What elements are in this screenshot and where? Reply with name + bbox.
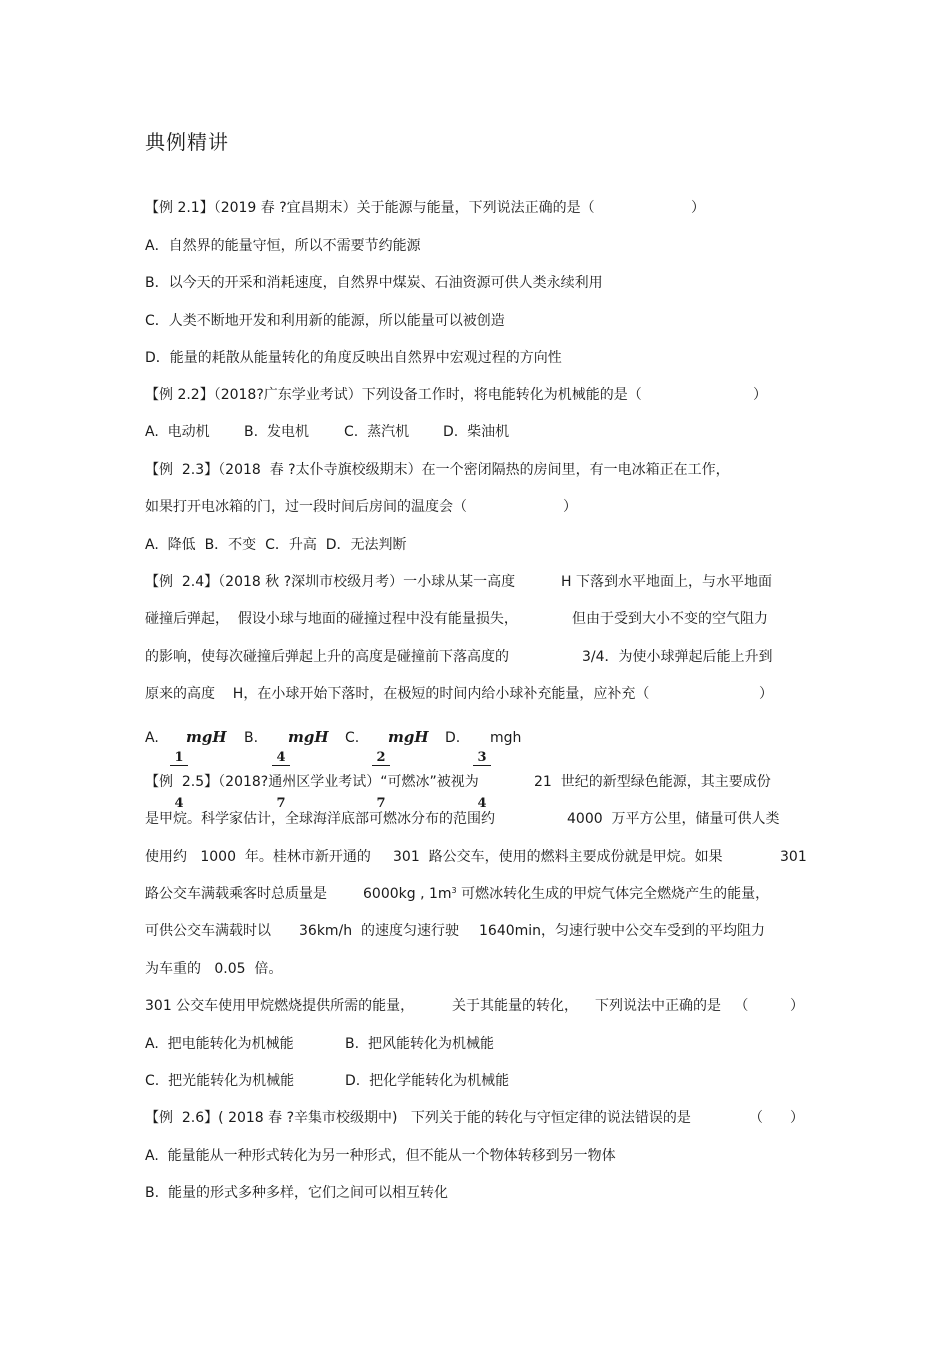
fraction-b: $\frac{4}{7}$: [272, 720, 290, 841]
question-2-5-line1: 【例 2.5】（2018?通州区学业考试）“可燃冰”被视为 21 世纪的新型绿色能源，其主要成份: [145, 774, 771, 790]
question-2-6-stem: 【例 2.6】( 2018 春 ?辛集市校级期中) 下列关于能的转化与守恒定律的说法错误的是 （ ）: [145, 1110, 804, 1126]
option-b-label: B.: [244, 730, 259, 746]
question-2-5-line3: 使用约 1000 年。桂林市新开通的 301 路公交车，使用的燃料主要成份就是甲烷。如果 301: [145, 849, 807, 865]
question-2-1-stem: 【例 2.1】（2019 春 ?宜昌期末）关于能源与能量，下列说法正确的是（ ）: [145, 200, 705, 216]
question-2-3-stem-line1: 【例 2.3】（2018 春 ?太仆寺旗校级期末）在一个密闭隔热的房间里，有一电冰箱正在工作，: [145, 462, 730, 478]
question-2-1-option-d: D．能量的耗散从能量转化的角度反映出自然界中宏观过程的方向性: [145, 350, 562, 366]
question-2-4-line1: 【例 2.4】（2018 秋 ?深圳市校级月考）一小球从某一高度 H 下落到水平地面上，与水平地面: [145, 574, 772, 590]
question-2-5-line5: 可供公交车满载时以 36km/h 的速度匀速行驶 1640min，匀速行驶中公交车受到的平均阻力: [145, 923, 766, 939]
expression-d: mgh: [490, 730, 522, 746]
question-2-5-line4: 路公交车满载乘客时总质量是 6000kg , $1m^3$ 可燃冰转化生成的甲烷气体完全燃烧产生的能量，: [145, 886, 770, 902]
question-2-3-stem-line2: 如果打开电冰箱的门，过一段时间后房间的温度会（ ）: [145, 499, 577, 515]
question-2-1-option-c: C．人类不断地开发和利用新的能源，所以能量可以被创造: [145, 313, 505, 329]
question-2-1-option-a: A．自然界的能量守恒，所以不需要节约能源: [145, 238, 421, 254]
question-2-1-option-b: B．以今天的开采和消耗速度，自然界中煤炭、石油资源可供人类永续利用: [145, 275, 603, 291]
question-2-5-line2: 是甲烷。科学家估计，全球海洋底部可燃冰分布的范围约 4000 万平方公里，储量可供人类: [145, 811, 780, 827]
fraction-a: $\frac{1}{4}$: [170, 720, 188, 841]
question-2-5-line7: 301 公交车使用甲烷燃烧提供所需的能量， 关于其能量的转化， 下列说法中正确的是 （ ）: [145, 998, 804, 1014]
question-2-2-stem: 【例 2.2】（2018?广东学业考试）下列设备工作时，将电能转化为机械能的是（ ）: [145, 387, 767, 403]
question-2-4-line3: 的影响，使每次碰撞后弹起上升的高度是碰撞前下落高度的 3/4．为使小球弹起后能上升到: [145, 649, 773, 665]
question-2-5-line6: 为车重的 0.05 倍。: [145, 961, 283, 977]
question-2-6-option-b: B. 能量的形式多种多样，它们之间可以相互转化: [145, 1185, 448, 1201]
expression-a: mgH: [186, 728, 227, 746]
option-a-label: A.: [145, 730, 159, 746]
question-2-6-option-a: A. 能量能从一种形式转化为另一种形式，但不能从一个物体转移到另一物体: [145, 1148, 616, 1164]
fraction-d: $\frac{3}{4}$: [473, 720, 491, 841]
question-2-5-options-ab: A. 把电能转化为机械能 B. 把风能转化为机械能: [145, 1036, 494, 1052]
question-2-4-line4: 原来的高度 H，在小球开始下落时，在极短的时间内给小球补充能量，应补充（ ）: [145, 686, 773, 702]
option-d-label: D.: [445, 730, 461, 746]
fraction-c: $\frac{2}{7}$: [372, 720, 390, 841]
page-title: 典例精讲: [145, 130, 229, 154]
expression-c: mgH: [388, 728, 429, 746]
question-2-3-options: A. 降低 B．不变 C．升高 D．无法判断: [145, 537, 407, 553]
question-2-2-options: A. 电动机 B. 发电机 C. 蒸汽机 D. 柴油机: [145, 424, 510, 440]
option-c-label: C.: [345, 730, 360, 746]
question-2-5-options-cd: C. 把光能转化为机械能 D. 把化学能转化为机械能: [145, 1073, 510, 1089]
question-2-4-line2: 碰撞后弹起， 假设小球与地面的碰撞过程中没有能量损失， 但由于受到大小不变的空气阻力: [145, 611, 768, 627]
expression-b: mgH: [288, 728, 329, 746]
